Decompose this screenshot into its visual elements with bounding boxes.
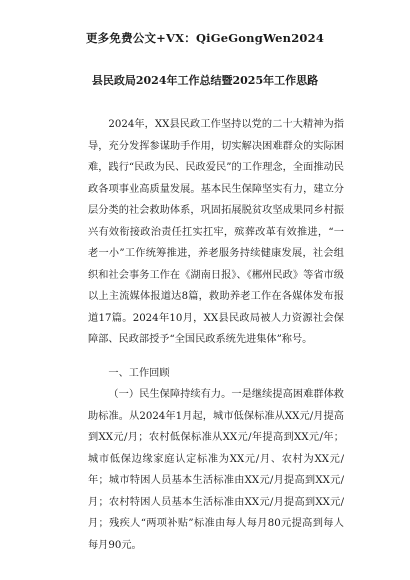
- intro-paragraph: 2024年，XX县民政工作坚持以党的二十大精神为指导，充分发挥参谋助手作用，切实解决困难群众的实际困难，践行“民政为民、民政爱民”的工作理念，全面推动民政各项事业高质量发展。基本民生保障坚实有力，建立分层分类的社会救助体系，巩固拓展脱贫攻坚成果同乡村振兴有效衔接政治责任扛实扛牢，殡葬改革有效推进，“一老一小”工作统筹推进，养老服务持续健康发展，社会组织和社会事务工作在《湖南日报》、《郴州民政》等省市级以上主流媒体报道达8篇，救助养老工作在各媒体发布报道17篇。2024年10月，XX县民政局被人力资源社会保障部、民政部授予“全国民政系统先进集体”称号。: [88, 119, 344, 345]
- section-heading: 一、工作回顾: [108, 368, 170, 379]
- document-title: 县民政局2024年工作总结暨2025年工作思路: [91, 74, 319, 87]
- body-paragraph: （一）民生保障持续有力。一是继续提高困难群体救助标准。从2024年1月起，城市低保标准从XX元/月提高到XX元/月；农村低保标准从XX元/年提高到XX元/年；城市低保边缘家庭认定标准为XX元/月、农村为XX元/年；城市特困人员基本生活标准由XX元/月提高到XX元/月；农村特困人员基本生活标准由XX元/月提高到XX元/月；残疾人“两项补贴”标准由每人每月80元提高到每人每月90元。: [88, 389, 344, 551]
- promo-header: 更多免费公文+VX：QiGeGongWen2024: [85, 31, 325, 45]
